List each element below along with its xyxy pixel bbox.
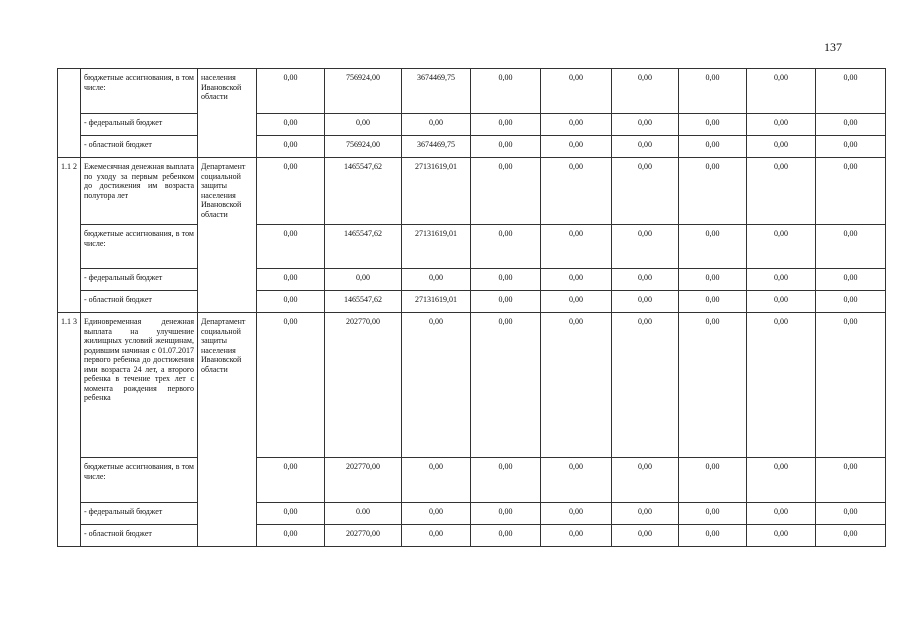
row-name-cell: Единовременная денежная выплата на улучшение жилищных условий женщинам, родившим начиная с 01.07.2017 первого ребенка до достижения ими возраста 24 лет, а второго ребенка в течение трех лет с момента рождения первого ребенка [81,313,198,458]
value-cell: 0,00 [816,269,886,291]
value-cell: 0,00 [471,503,541,525]
value-cell: 27131619,01 [402,158,471,225]
row-name-cell: - федеральный бюджет [81,269,198,291]
executor-cell: Департамент социальной защиты населения Ивановской области [198,313,257,547]
value-cell: 202770,00 [325,313,402,458]
value-cell: 0,00 [747,525,816,547]
value-cell: 0,00 [679,503,747,525]
value-cell: 0,00 [257,136,325,158]
executor-cell: населения Ивановской области [198,69,257,158]
value-cell: 0,00 [747,291,816,313]
value-cell: 0,00 [257,313,325,458]
row-index-cell: 1.1 2 [58,158,81,313]
table-row [58,313,886,458]
value-cell: 0,00 [471,313,541,458]
value-cell: 0,00 [816,525,886,547]
value-cell: 0,00 [257,458,325,503]
value-cell: 0,00 [679,291,747,313]
value-cell: 0,00 [541,503,612,525]
value-cell: 0,00 [816,225,886,269]
value-cell: 0,00 [747,69,816,114]
table-row [58,269,886,291]
value-cell: 0,00 [257,158,325,225]
value-cell: 0,00 [816,313,886,458]
value-cell: 0,00 [541,225,612,269]
value-cell: 0,00 [471,458,541,503]
row-name-cell: - областной бюджет [81,136,198,158]
value-cell: 0,00 [541,269,612,291]
budget-table [57,68,886,547]
table-row [58,503,886,525]
table-row [58,525,886,547]
value-cell: 0,00 [612,225,679,269]
value-cell: 0,00 [816,458,886,503]
value-cell: 0,00 [402,525,471,547]
value-cell: 0,00 [747,503,816,525]
value-cell: 0,00 [747,269,816,291]
row-name-cell: - федеральный бюджет [81,114,198,136]
value-cell: 0,00 [816,69,886,114]
value-cell: 0,00 [747,313,816,458]
row-name-cell: бюджетные ассигнования, в том числе: [81,69,198,114]
value-cell: 27131619,01 [402,225,471,269]
value-cell: 0,00 [679,269,747,291]
table-row [58,158,886,225]
value-cell: 756924,00 [325,136,402,158]
table-body [58,69,886,547]
value-cell: 0,00 [471,69,541,114]
value-cell: 202770,00 [325,525,402,547]
value-cell: 0,00 [612,291,679,313]
value-cell: 0,00 [816,136,886,158]
value-cell: 0,00 [402,458,471,503]
value-cell: 0,00 [257,291,325,313]
value-cell: 0,00 [402,269,471,291]
table-row [58,458,886,503]
value-cell: 0,00 [679,158,747,225]
row-index-cell [58,69,81,158]
value-cell: 0,00 [257,225,325,269]
row-name-cell: - областной бюджет [81,291,198,313]
value-cell: 0,00 [541,69,612,114]
value-cell: 0,00 [325,114,402,136]
value-cell: 0,00 [747,114,816,136]
value-cell: 0,00 [612,313,679,458]
value-cell: 1465547,62 [325,291,402,313]
value-cell: 0,00 [541,158,612,225]
value-cell: 0,00 [747,158,816,225]
table-row [58,291,886,313]
value-cell: 756924,00 [325,69,402,114]
row-name-cell: бюджетные ассигнования, в том числе: [81,458,198,503]
value-cell: 0,00 [612,525,679,547]
value-cell: 0,00 [541,525,612,547]
value-cell: 0,00 [816,114,886,136]
row-name-cell: - федеральный бюджет [81,503,198,525]
value-cell: 0,00 [325,269,402,291]
value-cell: 0,00 [679,458,747,503]
value-cell: 0,00 [471,291,541,313]
value-cell: 0.00 [325,503,402,525]
value-cell: 0,00 [257,525,325,547]
value-cell: 0,00 [471,114,541,136]
value-cell: 1465547,62 [325,158,402,225]
value-cell: 0,00 [612,503,679,525]
value-cell: 0,00 [257,69,325,114]
value-cell: 0,00 [541,458,612,503]
value-cell: 0,00 [541,313,612,458]
value-cell: 0,00 [471,225,541,269]
value-cell: 27131619,01 [402,291,471,313]
value-cell: 0,00 [679,525,747,547]
value-cell: 0,00 [816,503,886,525]
value-cell: 0,00 [612,114,679,136]
value-cell: 0,00 [471,269,541,291]
value-cell: 3674469,75 [402,136,471,158]
value-cell: 0,00 [679,225,747,269]
value-cell: 0,00 [679,136,747,158]
value-cell: 1465547,62 [325,225,402,269]
executor-cell: Департамент социальной защиты населения Ивановской области [198,158,257,313]
value-cell: 0,00 [402,313,471,458]
value-cell: 3674469,75 [402,69,471,114]
table-row [58,114,886,136]
value-cell: 0,00 [541,114,612,136]
value-cell: 0,00 [541,291,612,313]
value-cell: 0,00 [471,525,541,547]
value-cell: 0,00 [612,269,679,291]
value-cell: 0,00 [747,225,816,269]
value-cell: 0,00 [747,136,816,158]
value-cell: 0,00 [679,114,747,136]
table-row [58,69,886,114]
row-name-cell: - областной бюджет [81,525,198,547]
value-cell: 0,00 [816,158,886,225]
value-cell: 202770,00 [325,458,402,503]
page-number: 137 [824,40,842,54]
value-cell: 0,00 [471,136,541,158]
value-cell: 0,00 [257,269,325,291]
value-cell: 0,00 [612,458,679,503]
value-cell: 0,00 [816,291,886,313]
value-cell: 0,00 [257,503,325,525]
value-cell: 0,00 [402,114,471,136]
table-row [58,136,886,158]
row-index-cell: 1.1 3 [58,313,81,547]
value-cell: 0,00 [612,136,679,158]
value-cell: 0,00 [612,158,679,225]
value-cell: 0,00 [402,503,471,525]
value-cell: 0,00 [612,69,679,114]
value-cell: 0,00 [541,136,612,158]
table-row [58,225,886,269]
value-cell: 0,00 [679,69,747,114]
value-cell: 0,00 [257,114,325,136]
value-cell: 0,00 [471,158,541,225]
value-cell: 0,00 [747,458,816,503]
value-cell: 0,00 [679,313,747,458]
row-name-cell: Ежемесячная денежная выплата по уходу за первым ребенком до достижения им возраста полутора лет [81,158,198,225]
row-name-cell: бюджетные ассигнования, в том числе: [81,225,198,269]
